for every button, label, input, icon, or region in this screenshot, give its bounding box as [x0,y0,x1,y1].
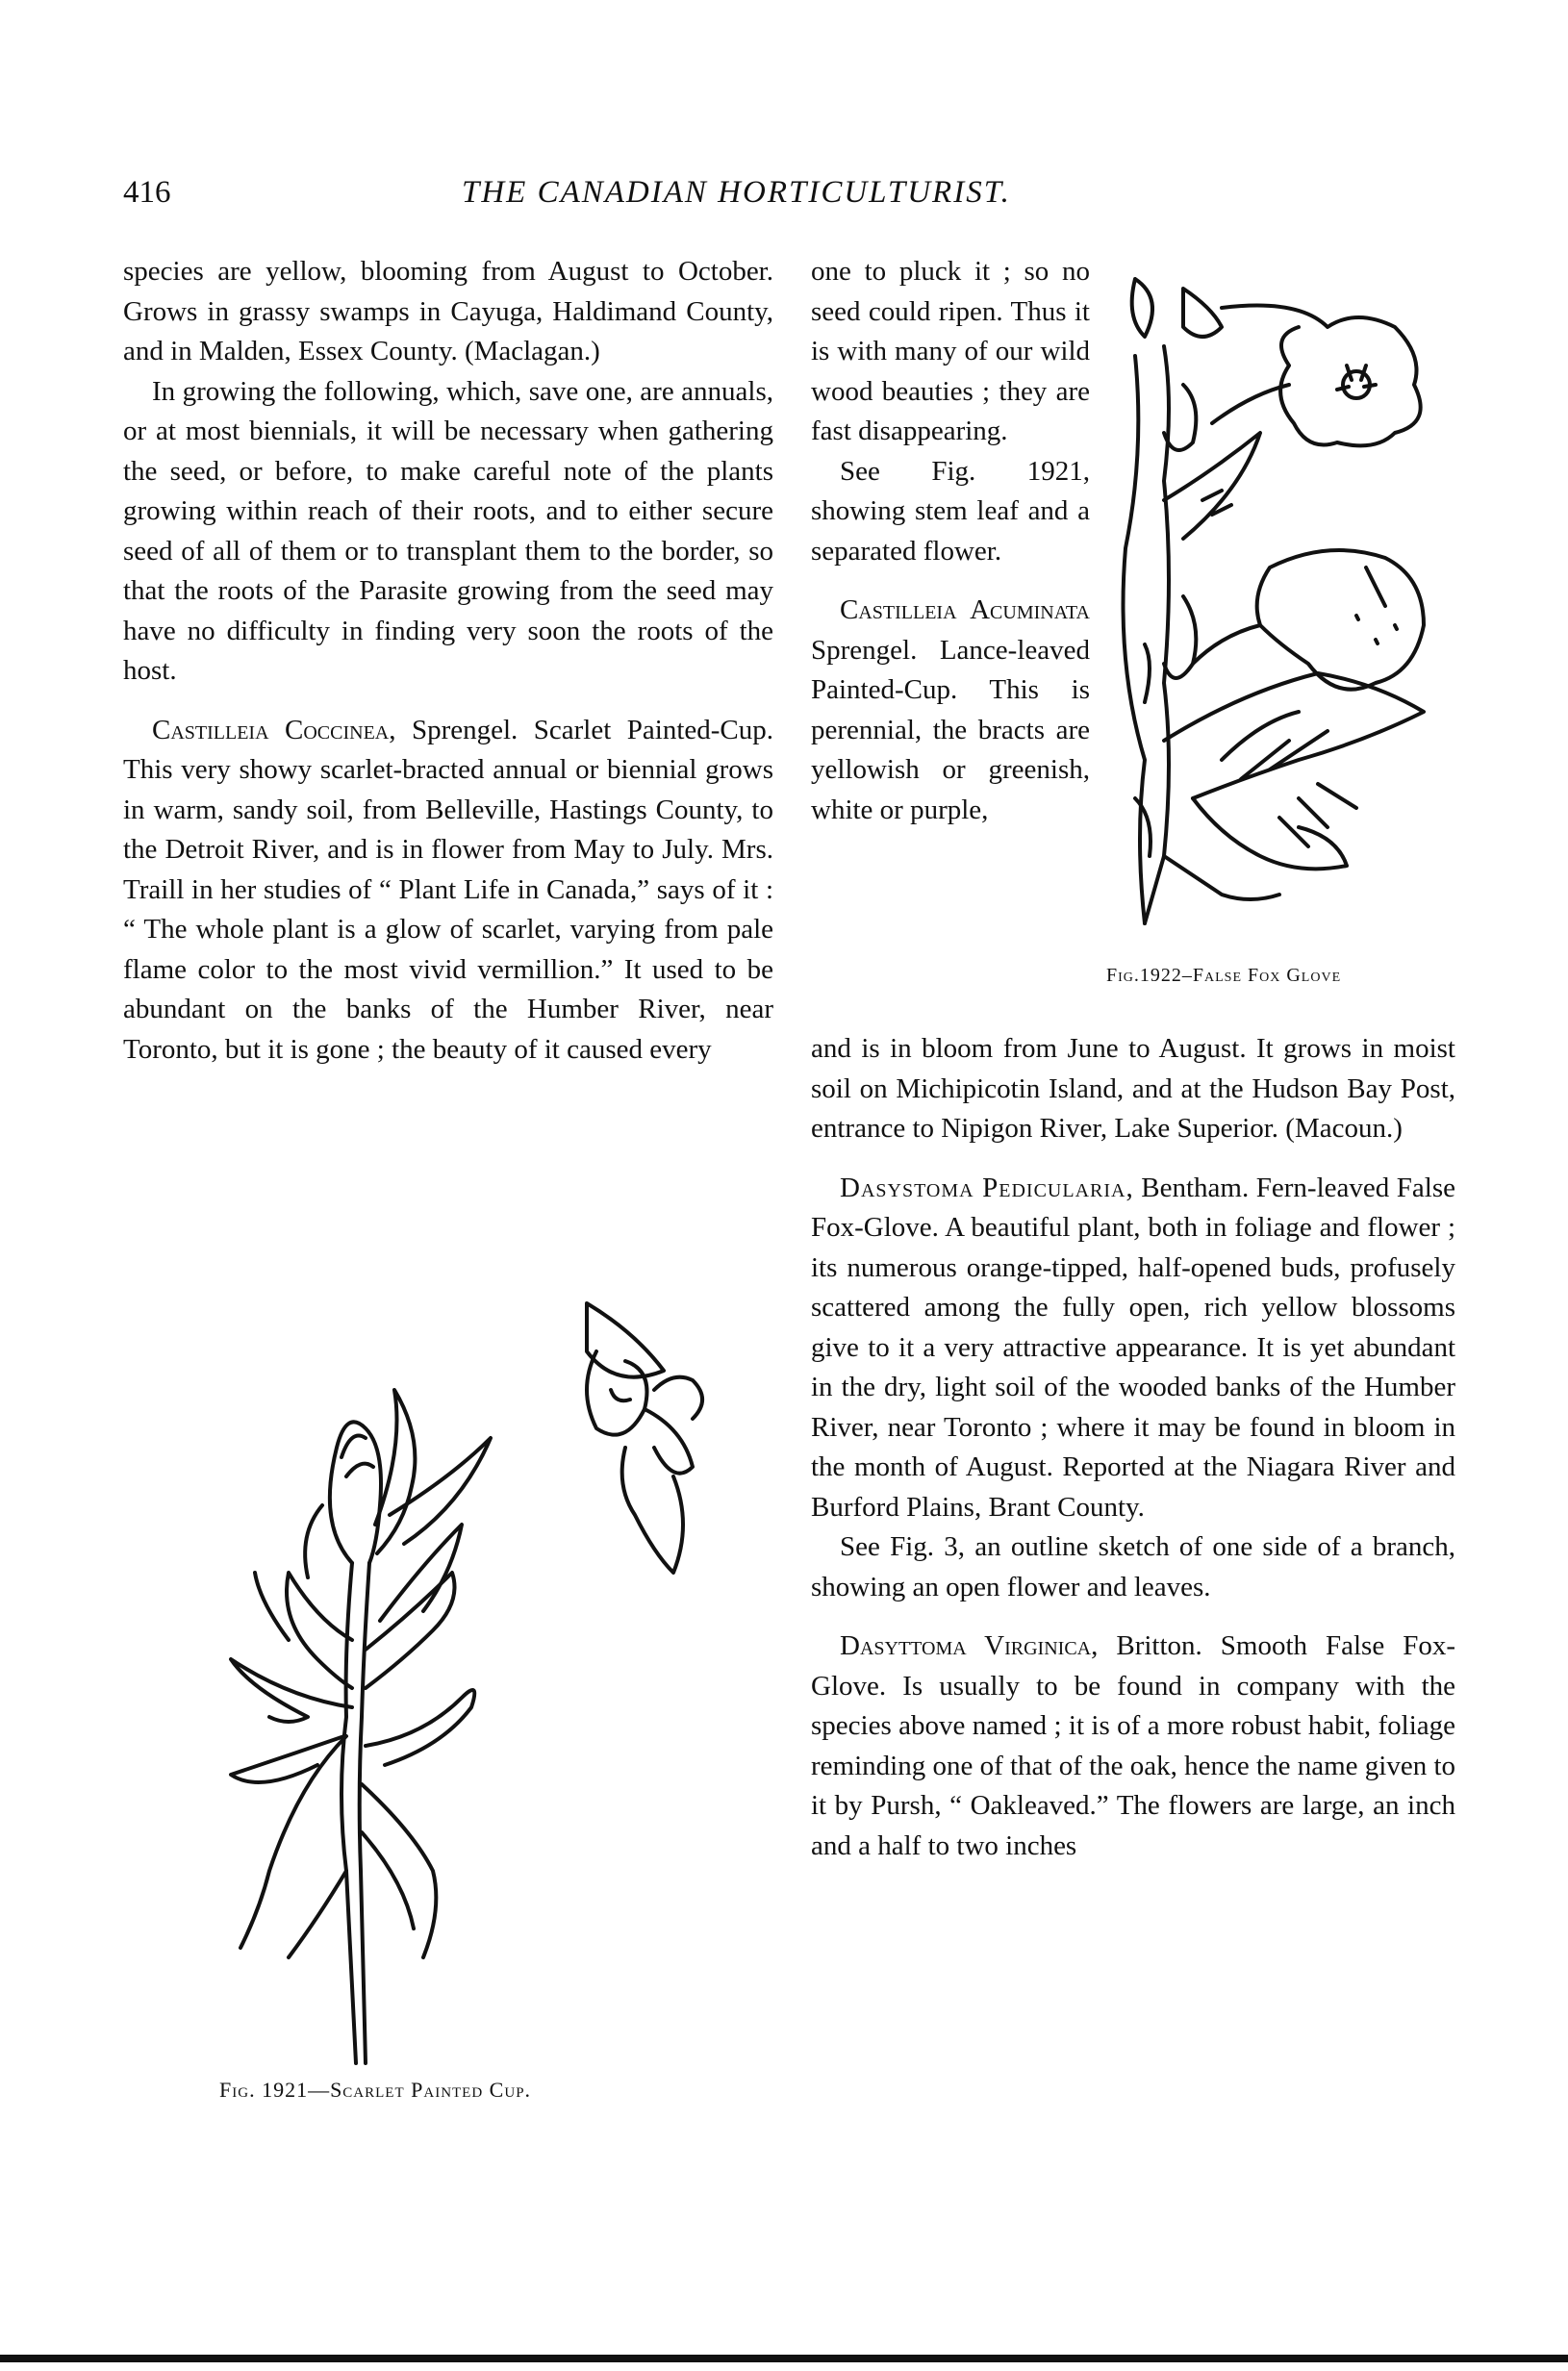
species-name: Castilleia Coccinea, [152,714,396,745]
narrow-column [811,252,1090,830]
figure-caption: Fig.1922–False Fox Glove [1106,965,1342,986]
paragraph-text: Bentham. Fern-leaved False Fox-Glove. A beautiful plant, both in foliage and flower ; its numerous orange-tipped, half-opened buds, profusely scattered among the fully open, rich yellow blossoms give to it a very attractive appearance. It is yet abundant in the dry, light soil of the wooded banks of the Humber River, near Toronto ; where it may be found in bloom in the month of August. Reported at the Niagara River and Burford Plains, Brant County. [811,1172,1456,1523]
scarlet-painted-cup-illustration [173,1332,750,2082]
paragraph [811,1627,1455,1866]
species-name: Dasyttoma Virginica, [840,1630,1099,1661]
paragraph-text: Sprengel. Lance-leaved Painted-Cup. This is perennial, the bracts are yellowish or greenish, white or purple, [811,634,1090,825]
false-fox-glove-illustration [1106,260,1472,952]
paragraph [811,1169,1455,1528]
figure-caption: Fig. 1921—Scarlet Painted Cup. [219,2078,532,2102]
running-head: THE CANADIAN HORTICULTURIST. [462,175,1011,210]
paragraph [811,591,1090,830]
right-column [811,1029,1455,1866]
species-name: Dasystoma Pedicularia, [840,1172,1134,1203]
paragraph: and is in bloom from June to August. It grows in moist soil on Michipicotin Island, and at the Hudson Bay Post, entrance to Nipigon River, Lake Superior. (Macoun.) [811,1033,1455,1144]
paragraph-text: Sprengel. Scarlet Painted-Cup. This very showy scarlet-bracted annual or biennial grows in warm, sandy soil, from Belleville, Hastings County, to the Detroit River, and is in flower from May to July. Mrs. Traill in her studies of “ Plant Life in Canada,” says of it : “ The whole plant is a glow of scarlet, varying from pale flame color to the most vivid vermillion.” It used to be abundant on the banks of the Humber River, near Toronto, but it is gone ; the beauty of it caused every [123,714,773,1065]
species-name: Castilleia Acuminata [840,594,1090,625]
page-number: 416 [123,175,171,210]
paragraph: See Fig. 3, an outline sketch of one side of a branch, showing an open flower and leaves. [811,1531,1455,1602]
paragraph [123,711,773,1071]
paragraph-text: Britton. Smooth False Fox-Glove. Is usually to be found in company with the species above named ; it is of a more robust habit, foliage reminding one of that of the oak, hence the name given to it by Pursh, “ Oakleaved.” The flowers are large, an inch and a half to two inches [811,1630,1456,1861]
page-bottom-rule [0,2355,1568,2362]
paragraph: In growing the following, which, save one, are annuals, or at most biennials, it will be necessary when gathering the seed, or before, to make careful note of the plants growing within reach of their roots, and to either secure seed of all of them or to transplant them to the border, so that the roots of the Parasite growing from the seed may have no difficulty in finding very soon the roots of the host. [123,375,773,686]
left-column [123,252,773,1070]
paragraph: species are yellow, blooming from August to October. Grows in grassy swamps in Cayuga, Haldimand County, and in Malden, Essex County. (Maclagan.) [123,256,773,366]
paragraph: one to pluck it ; so no seed could ripen. Thus it is with many of our wild wood beauties ; they are fast disappearing. [811,256,1090,446]
paragraph: See Fig. 1921, showing stem leaf and a separated flower. [811,455,1090,567]
